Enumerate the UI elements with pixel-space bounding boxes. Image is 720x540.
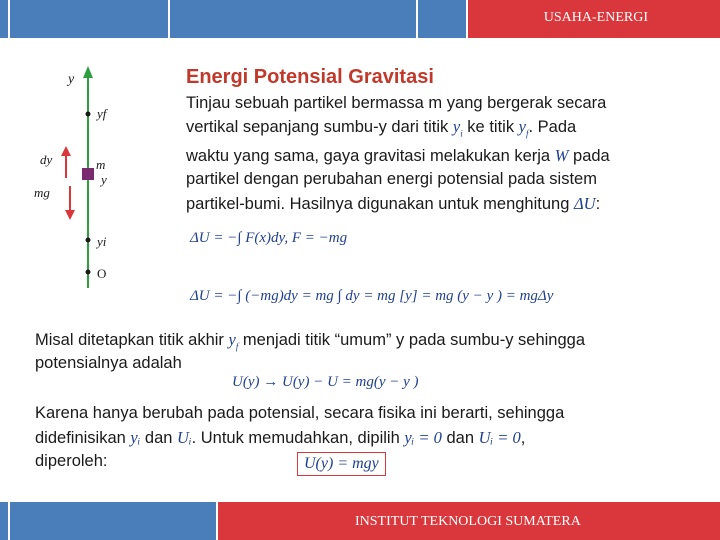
header-segment: [0, 0, 10, 38]
header-segment: [10, 0, 170, 38]
para1-line2: vertikal sepanjang sumbu-y dari titik $y_i$ ke titik $y_f$. Pada: [186, 117, 577, 139]
mg-label: mg: [34, 185, 50, 200]
para2-line1: Misal ditetapkan titik akhir $y_f$ menjadi titik “umum” y pada sumbu-y sehingga: [35, 330, 585, 352]
equation-potential: U(y) → U(y) − U = mg(y − y ): [232, 374, 419, 390]
yi-label: yi: [97, 234, 107, 249]
para3-line2: didefinisikan yᵢ dan Uᵢ. Untuk memudahkan, dipilih yᵢ = 0 dan Uᵢ = 0,: [35, 428, 526, 447]
axis-label: y: [68, 72, 75, 87]
position-y-label: y: [101, 172, 107, 187]
header-bar-left: [0, 0, 468, 38]
point-yi: [86, 238, 91, 243]
dy-arrowhead: [61, 146, 71, 156]
mass-label: m: [96, 157, 106, 172]
section-heading: Energi Potensial Gravitasi: [186, 66, 434, 88]
dy-label: dy: [40, 152, 53, 167]
header-segment: [170, 0, 418, 38]
para1-line3: waktu yang sama, gaya gravitasi melakukan kerja W pada: [186, 146, 610, 165]
equation-work: ΔU = −∫ F(x)dy, F = −mg: [190, 230, 348, 246]
para3-line1: Karena hanya berubah pada potensial, secara fisika ini berarti, sehingga: [35, 404, 565, 422]
footer-segment: [10, 502, 218, 540]
footer-institution: INSTITUT TEKNOLOGI SUMATERA: [355, 514, 581, 529]
para2-line2: potensialnya adalah: [35, 354, 182, 372]
footer-segment: [0, 502, 10, 540]
particle-diagram: [0, 60, 180, 300]
y-axis-arrowhead: [83, 66, 93, 78]
point-origin: [86, 270, 91, 275]
header-segment: [418, 0, 468, 38]
footer-bar-left: [0, 502, 218, 540]
result-equation: U(y) = mgy: [297, 452, 386, 476]
mg-arrowhead: [65, 210, 75, 220]
para1-line5: partikel-bumi. Hasilnya digunakan untuk menghitung ΔU:: [186, 194, 601, 213]
para3-line3: diperoleh:: [35, 452, 108, 470]
equation-delta-u: ΔU = −∫ (−mg)dy = mg ∫ dy = mg [y] = mg (y − y ) = mgΔy: [190, 288, 554, 304]
header-title: USAHA-ENERGI: [543, 10, 648, 25]
para1-line4: partikel dengan perubahan energi potensial pada sistem: [186, 170, 597, 188]
particle-mass: [82, 168, 94, 180]
yf-label: yf: [97, 106, 107, 121]
point-yf: [86, 112, 91, 117]
origin-label: O: [97, 266, 107, 281]
para1-line1: Tinjau sebuah partikel bermassa m yang bergerak secara: [186, 94, 607, 112]
